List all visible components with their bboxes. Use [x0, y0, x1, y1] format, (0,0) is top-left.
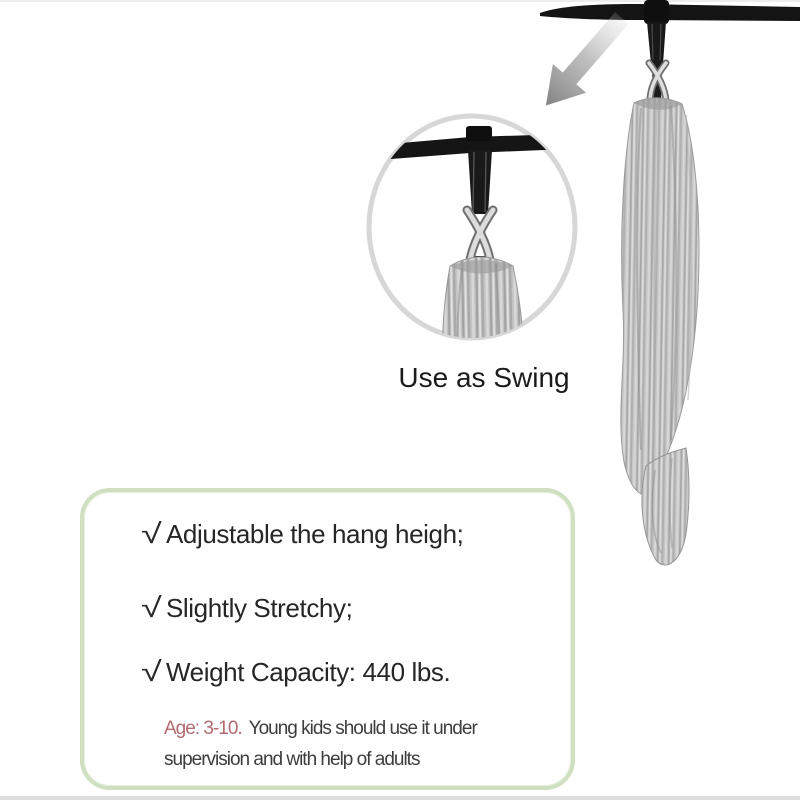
zoom-circle	[369, 116, 575, 356]
feature-text: Adjustable the hang heigh;	[165, 519, 464, 549]
hanging-strap	[644, 0, 669, 64]
zoom-caption: Use as Swing	[398, 362, 570, 393]
check-icon: √	[141, 592, 162, 623]
age-range-highlight: Age: 3-10.	[164, 718, 242, 739]
feature-item	[141, 593, 352, 624]
feature-text: Weight Capacity: 440 lbs.	[165, 657, 451, 687]
age-note-line1	[164, 713, 564, 744]
feature-item	[141, 657, 450, 688]
age-note-line2: supervision and with help of adults	[164, 749, 420, 770]
top-edge-line	[0, 0, 800, 2]
fabric-swing	[621, 98, 699, 565]
ceiling-bar	[540, 4, 800, 21]
features-box	[80, 488, 575, 790]
check-icon: √	[141, 656, 162, 687]
check-icon: √	[141, 518, 162, 549]
age-note-text: Young kids should use it under	[248, 718, 477, 739]
age-note	[164, 713, 564, 775]
bottom-edge-line	[0, 796, 800, 800]
zoom-arrow-icon	[529, 4, 638, 120]
feature-item	[141, 519, 463, 550]
inset-fabric	[443, 257, 524, 356]
feature-text: Slightly Stretchy;	[165, 593, 353, 623]
